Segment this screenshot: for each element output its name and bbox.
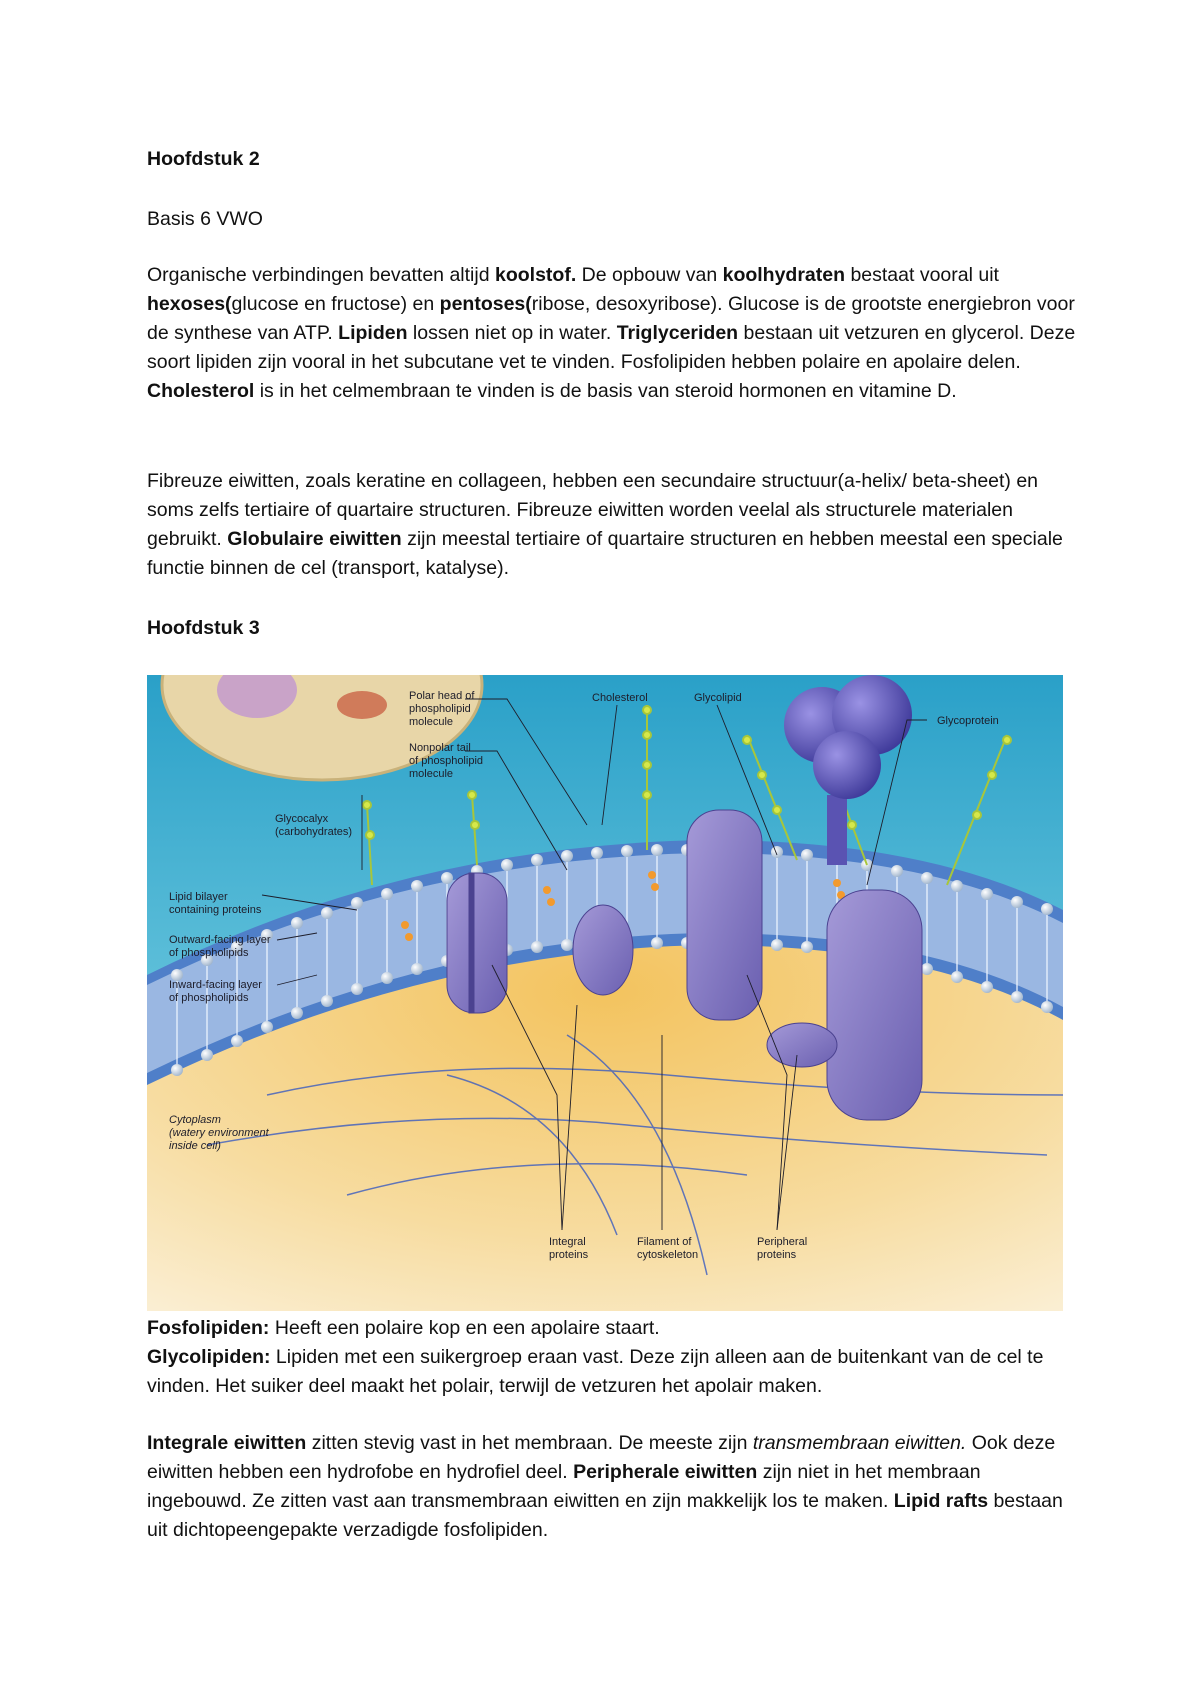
chapter-2-heading: Hoofdstuk 2	[147, 148, 260, 170]
integral-protein-2	[573, 905, 633, 995]
svg-text:Inward-facing layer: Inward-facing layer	[169, 979, 262, 991]
svg-text:phospholipid: phospholipid	[409, 703, 471, 715]
svg-text:Peripheral: Peripheral	[757, 1236, 808, 1248]
paragraph-proteins: Fibreuze eiwitten, zoals keratine en collageen, hebben een secundaire structuur(a-helix/ beta-sheet) en soms zelfs tertiaire of quartaire structuren. Fibreuze eiwitten worden veelal als structurele materialen gebruikt. Globulaire eiwitten zijn meestal tertiaire of quartaire structuren en hebben meestal een speciale functie binnen de cel (transport, katalyse).	[147, 470, 1063, 579]
svg-text:Filament of: Filament of	[637, 1236, 692, 1248]
integral-protein-1	[447, 873, 507, 1013]
svg-text:of phospholipids: of phospholipids	[169, 947, 249, 959]
glycoprotein-body	[827, 890, 922, 1120]
svg-text:Lipid bilayer: Lipid bilayer	[169, 891, 228, 903]
chapter-3-heading: Hoofdstuk 3	[147, 617, 260, 639]
paragraph-membrane-proteins: Integrale eiwitten zitten stevig vast in het membraan. De meeste zijn transmembraan eiwitten. Ook deze eiwitten hebben een hydrofobe en hydrofiel deel. Peripherale eiwitten zijn niet in het membraan ingebouwd. Ze zitten vast aan transmembraan eiwitten en zijn makkelijk los te maken. Lipid rafts bestaan uit dichtopeengepakte verzadigde fosfolipiden.	[147, 1432, 1063, 1541]
definition-glycolipids: Glycolipiden: Lipiden met een suikergroep eraan vast. Deze zijn alleen aan de buitenkant van de cel te vinden. Het suiker deel maakt het polair, terwijl de vetzuren het apolair maken.	[147, 1346, 1044, 1397]
svg-text:proteins: proteins	[549, 1249, 589, 1261]
label-glycoprotein: Glycoprotein	[937, 715, 999, 727]
svg-text:molecule: molecule	[409, 716, 454, 728]
definition-phospholipids: Fosfolipiden: Heeft een polaire kop en een apolaire staart.	[147, 1317, 660, 1339]
peripheral-protein	[767, 1023, 837, 1067]
label-filament	[637, 1236, 698, 1261]
svg-text:Glycocalyx: Glycocalyx	[275, 813, 329, 825]
svg-text:Outward-facing layer: Outward-facing layer	[169, 934, 271, 946]
label-cholesterol: Cholesterol	[592, 692, 648, 704]
svg-text:Cytoplasm: Cytoplasm	[169, 1114, 221, 1126]
label-integral-proteins	[549, 1236, 589, 1261]
svg-text:of phospholipids: of phospholipids	[169, 992, 249, 1004]
svg-text:of phospholipid: of phospholipid	[409, 755, 484, 767]
svg-text:molecule: molecule	[409, 768, 454, 780]
svg-text:inside cell): inside cell)	[169, 1140, 221, 1152]
svg-text:containing proteins: containing proteins	[169, 904, 262, 916]
label-glycolipid: Glycolipid	[694, 692, 742, 704]
svg-text:cytoskeleton: cytoskeleton	[637, 1249, 699, 1261]
svg-text:Nonpolar tail: Nonpolar tail	[409, 742, 471, 754]
cell-membrane-diagram	[147, 675, 1063, 1311]
svg-text:(carbohydrates): (carbohydrates)	[275, 826, 353, 838]
paragraph-organic-compounds: Organische verbindingen bevatten altijd koolstof. De opbouw van koolhydraten bestaat vooral uit hexoses(glucose en fructose) en pentoses(ribose, desoxyribose). Glucose is de grootste energiebron voor de synthese van ATP. Lipiden lossen niet op in water. Triglyceriden bestaan uit vetzuren en glycerol. Deze soort lipiden zijn vooral in het subcutane vet te vinden. Fosfolipiden hebben polaire en apolaire delen. Cholesterol is in het celmembraan te vinden is de basis van steroid hormonen en vitamine D.	[147, 264, 1076, 402]
svg-text:(watery environment: (watery environment	[169, 1127, 269, 1139]
label-inward-layer	[169, 979, 262, 1004]
svg-text:Integral: Integral	[549, 1236, 586, 1248]
svg-text:proteins: proteins	[757, 1249, 797, 1261]
level-subtitle: Basis 6 VWO	[147, 208, 263, 230]
svg-text:Polar head of: Polar head of	[409, 690, 475, 702]
integral-protein-3	[687, 810, 762, 1020]
